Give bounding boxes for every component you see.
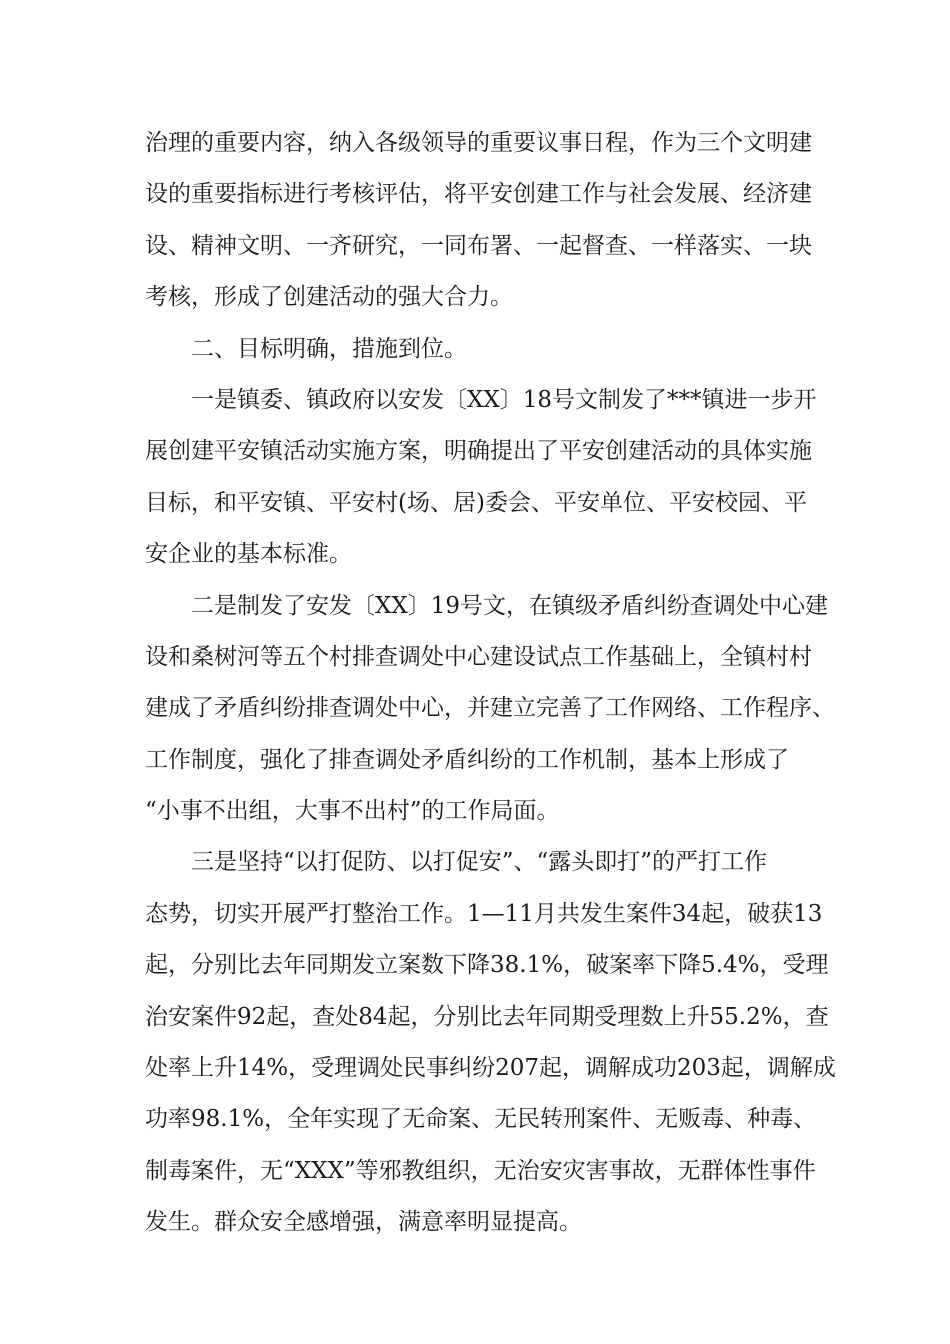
text-line: 功率98.1%，全年实现了无命案、无民转刑案件、无贩毒、种毒、 — [145, 1106, 817, 1133]
text-line: 工作制度，强化了排查调处矛盾纠纷的工作机制，基本上形成了 — [145, 746, 789, 773]
text-line: 设、精神文明、一齐研究，一同布署、一起督查、一样落实、一块 — [145, 232, 812, 259]
text-line: 处率上升14%，受理调处民事纠纷207起，调解成功203起，调解成 — [145, 1055, 836, 1082]
text-line: 建成了矛盾纠纷排查调处中心，并建立完善了工作网络、工作程序、 — [145, 695, 835, 722]
text-line: 安企业的基本标准。 — [145, 541, 352, 568]
section-heading: 二、目标明确，措施到位。 — [191, 335, 467, 362]
text-line: “小事不出组，大事不出村”的工作局面。 — [145, 798, 560, 825]
document-body — [145, 118, 836, 1249]
text-line: 一是镇委、镇政府以安发〔XX〕18号文制发了***镇进一步开 — [191, 386, 817, 413]
text-line: 二是制发了安发〔XX〕19号文，在镇级矛盾纠纷查调处中心建 — [191, 592, 829, 619]
text-line: 考核，形成了创建活动的强大合力。 — [145, 284, 513, 311]
text-line: 治理的重要内容，纳入各级领导的重要议事日程，作为三个文明建 — [145, 130, 812, 156]
text-line: 设和桑树河等五个村排查调处中心建设试点工作基础上，全镇村村 — [145, 643, 812, 670]
text-line: 设的重要指标进行考核评估，将平安创建工作与社会发展、经济建 — [145, 181, 812, 208]
text-line: 展创建平安镇活动实施方案，明确提出了平安创建活动的具体实施 — [145, 438, 812, 465]
text-line: 三是坚持“以打促防、以打促安”、“露头即打”的严打工作 — [191, 849, 768, 876]
text-line: 治安案件92起，查处84起，分别比去年同期受理数上升55.2%，查 — [145, 1003, 829, 1030]
text-line: 起，分别比去年同期发立案数下降38.1%，破案率下降5.4%，受理 — [145, 952, 829, 979]
text-line: 制毒案件，无“XXX”等邪教组织，无治安灾害事故，无群体性事件 — [145, 1157, 816, 1184]
text-line: 发生。群众安全感增强，满意率明显提高。 — [145, 1209, 582, 1236]
text-line: 目标，和平安镇、平安村(场、居)委会、平安单位、平安校园、平 — [145, 489, 807, 516]
text-line: 态势，切实开展严打整治工作。1—11月共发生案件34起，破获13 — [145, 900, 823, 927]
